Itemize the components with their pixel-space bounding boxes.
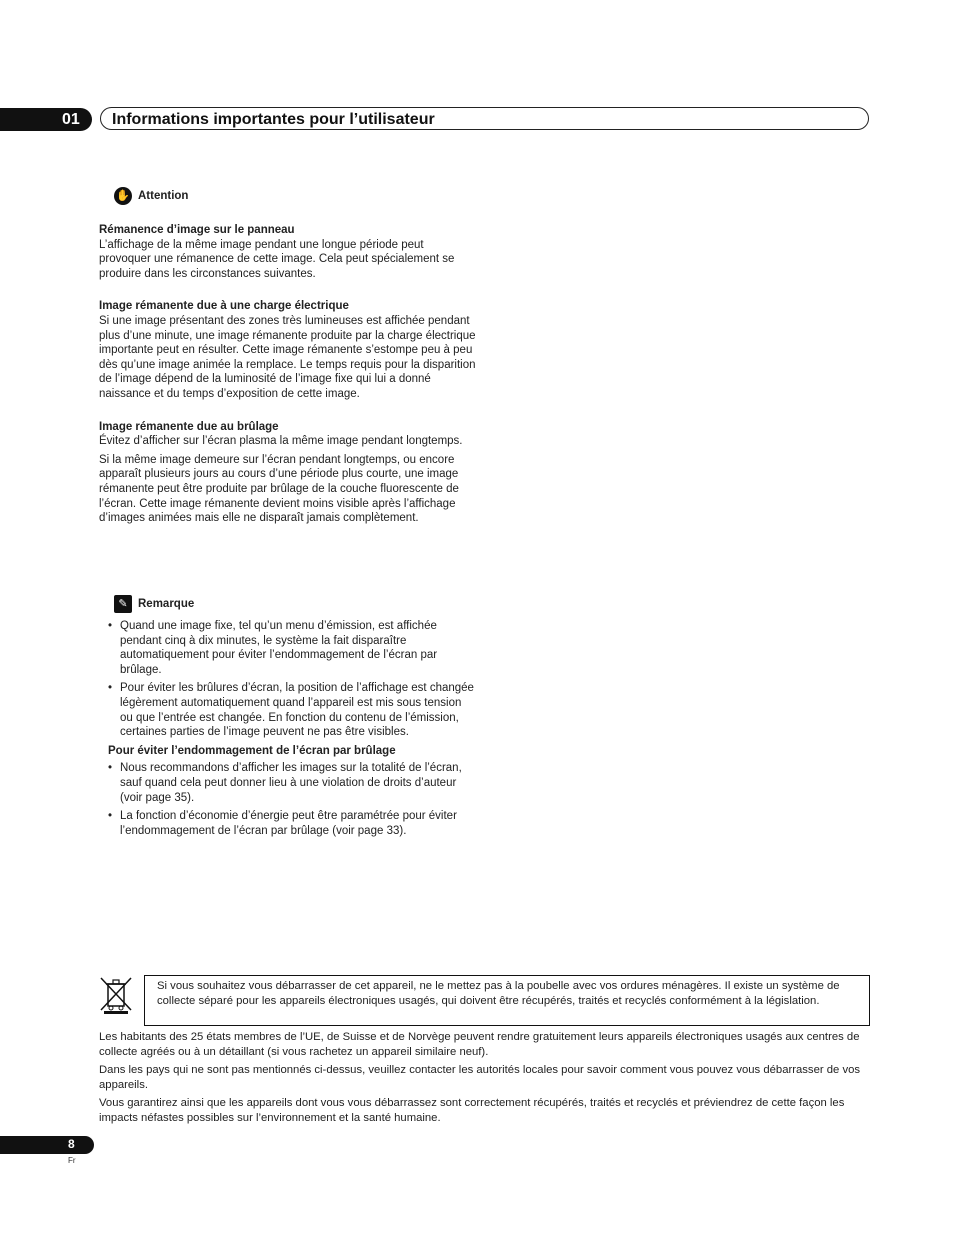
section-paragraph: Évitez d’afficher sur l’écran plasma la même image pendant longtemps. [99, 435, 463, 448]
disposal-paragraph: Dans les pays qui ne sont pas mentionnés ci-dessus, veuillez contacter les autorités locales pour savoir comment vous pouvez vous débarrasser de vos appareils. [99, 1064, 861, 1091]
hand-stop-icon: ✋ [114, 187, 132, 205]
disposal-paragraph: Vous garantirez ainsi que les appareils dont vous vous débarrassez sont correctement récupérés, traités et recyclés et préviendrez de cette façon les impacts néfastes possibles sur l’environnement et la santé humaine. [99, 1097, 845, 1124]
disposal-notice-box [144, 975, 870, 1026]
remarque-header [114, 595, 477, 613]
remarque-label: Remarque [138, 597, 195, 610]
attention-topic [99, 299, 477, 401]
section-heading: Rémanence d’image sur le panneau [99, 224, 295, 236]
list-item: • Quand une image fixe, tel qu’un menu d’émission, est affichée pendant cinq à dix minutes, le système la fait disparaître automatiquement pour éviter l’endommagement de l’écran par brûlage. [99, 619, 477, 677]
page-number-tab [0, 1136, 94, 1154]
page-language: Fr [68, 1156, 76, 1165]
page-number: 8 [68, 1137, 75, 1151]
attention-section [99, 187, 477, 526]
section-heading: Image rémanente due à une charge électrique [99, 300, 349, 313]
attention-label: Attention [138, 189, 189, 202]
attention-topic [99, 223, 477, 281]
section-paragraph: Si une image présentant des zones très lumineuses est affichée pendant plus d’une minute, une image rémanente produite par la charge électrique importante peut en résulter. Cette image rémanente s’estompe peu à peu dès qu’une image animée la remplace. Le temps requis pour la disparition de l’image dépend de la luminosité de l’image fixe qui lui a donné naissance et du temps d’exposition de cette image. [99, 314, 476, 400]
disposal-paragraph: Les habitants des 25 états membres de l’UE, de Suisse et de Norvège peuvent rendre gratuitement leurs appareils électroniques usagés aux centres de collecte agréés ou à un détaillant (si vous rachetez un appareil similaire neuf). [99, 1031, 860, 1058]
chapter-title: Informations importantes pour l’utilisateur [112, 111, 435, 128]
attention-header [114, 187, 477, 205]
attention-topic [99, 420, 477, 526]
disposal-notice-text: Si vous souhaitez vous débarrasser de cet appareil, ne le mettez pas à la poubelle avec vos ordures ménagères. Il existe un système de collecte séparé pour les appareils électroniques usagés, qui doivent être récupérés, traités et recyclés conformément à la législation. [157, 980, 840, 1007]
list-item: • Nous recommandons d’afficher les images sur la totalité de l’écran, sauf quand cela peut donner lieu à une violation de droits d’auteur (voir page 35). [99, 761, 477, 805]
remarque-list [99, 619, 477, 740]
chapter-number: 01 [62, 111, 80, 128]
remarque-section [99, 595, 477, 842]
disposal-paragraphs [99, 1030, 870, 1126]
section-heading: Image rémanente due au brûlage [99, 420, 279, 433]
remarque-sublist [99, 761, 477, 838]
remarque-subheading: Pour éviter l’endommagement de l’écran par brûlage [108, 744, 396, 757]
section-paragraph: Si la même image demeure sur l’écran pendant longtemps, ou encore apparaît plusieurs jours au cours d’une période plus courte, une image rémanente peut être produite par brûlage de la couche fluorescente de l’écran. Cette image rémanente devient moins visible après l’affichage d’images animées mais elle ne disparaît jamais complètement. [99, 453, 459, 525]
list-item: • La fonction d’économie d’énergie peut être paramétrée pour éviter l’endommagement de l’écran par brûlage (voir page 33). [99, 809, 477, 838]
crossed-bin-icon [99, 976, 133, 1014]
list-item: • Pour éviter les brûlures d’écran, la position de l’affichage est changée légèrement automatiquement quand l’appareil est mis sous tension ou que l’entrée est changée. En fonction du contenu de l’émission, certaines parties de l’image peuvent ne pas être visibles. [99, 681, 477, 739]
section-paragraph: L’affichage de la même image pendant une longue période peut provoquer une rémanence de cette image. Cela peut spécialement se produire dans les circonstances suivantes. [99, 238, 455, 280]
pencil-icon: ✎ [114, 595, 132, 613]
